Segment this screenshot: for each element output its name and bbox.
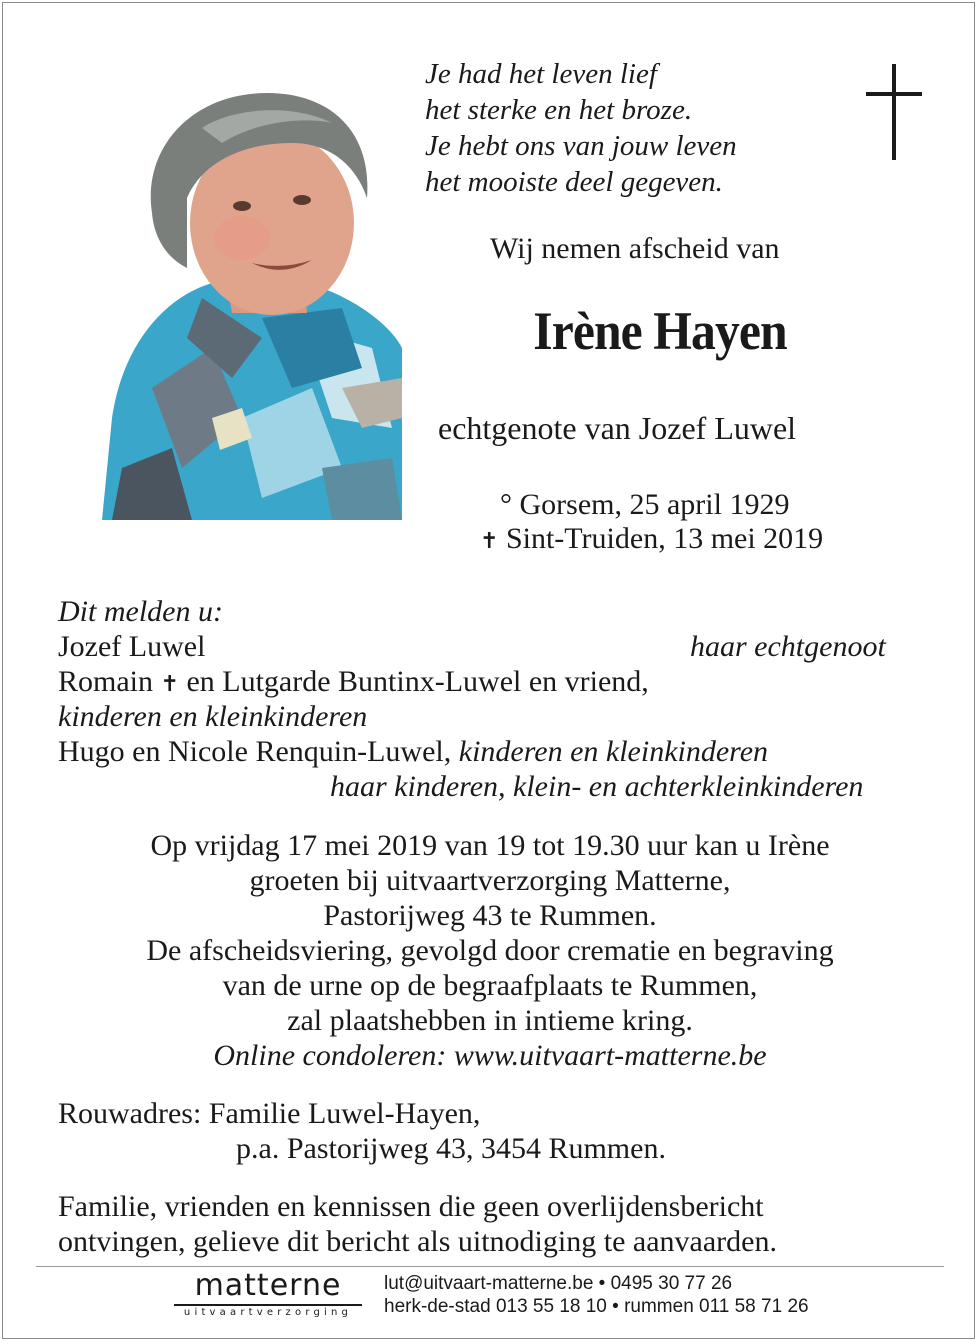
announce-lead: Dit melden u: [58, 595, 223, 628]
closing-line: Familie, vrienden en kennissen die geen overlijdensbericht [58, 1190, 764, 1223]
poem [425, 56, 737, 200]
matterne-logo [172, 1268, 364, 1320]
family-member-name: en Lutgarde Buntinx-Luwel en vriend, [186, 665, 649, 698]
birth-line: ° Gorsem, 25 april 1929 [500, 488, 790, 521]
death-cross-icon: ✝ [480, 528, 499, 553]
death-cross-icon: ✝ [160, 671, 179, 696]
poem-line: het sterke en het broze. [425, 94, 693, 126]
contact-line: herk-de-stad 013 55 18 10 • rummen 011 58 71 26 [384, 1296, 809, 1317]
service-line: Pastorijweg 43 te Rummen. [323, 899, 657, 932]
poem-line: Je had het leven lief [425, 58, 657, 90]
logo-subtitle: uitvaartverzorging [183, 1306, 353, 1318]
closing-line: ontvingen, gelieve dit bericht als uitnodiging te aanvaarden. [58, 1225, 777, 1258]
family-member-role: kinderen en kleinkinderen [58, 700, 368, 733]
service-line: zal plaatshebben in intieme kring. [287, 1004, 693, 1037]
family-member-name: Hugo en Nicole Renquin-Luwel, [58, 735, 452, 768]
service-line: groeten bij uitvaartverzorging Matterne, [249, 864, 731, 897]
poem-line: Je hebt ons van jouw leven [425, 130, 737, 162]
contact-line: lut@uitvaart-matterne.be • 0495 30 77 26 [384, 1273, 733, 1294]
family-member-role: kinderen en kleinkinderen [458, 735, 769, 768]
service-line: Op vrijdag 17 mei 2019 van 19 tot 19.30 uur kan u Irène [150, 829, 830, 862]
online-condolence-link[interactable]: Online condoleren: www.uitvaart-matterne.be [213, 1039, 767, 1072]
service-line: van de urne op de begraafplaats te Rummen, [222, 969, 758, 1002]
portrait-photo [92, 88, 402, 520]
family-member-name: Romain [58, 665, 153, 698]
address-line: p.a. Pastorijweg 43, 3454 Rummen. [236, 1132, 666, 1165]
death-line [480, 522, 860, 556]
logo-name: matterne [194, 1268, 342, 1303]
service-line: De afscheidsviering, gevolgd door crematie en begraving [146, 934, 834, 967]
address-line: Rouwadres: Familie Luwel-Hayen, [58, 1097, 481, 1130]
spouse-line: echtgenote van Jozef Luwel [438, 410, 797, 446]
family-member-role: haar kinderen, klein- en achterkleinkinderen [330, 770, 864, 803]
poem-line: het mooiste deel gegeven. [425, 166, 723, 198]
family-member-role: haar echtgenoot [690, 630, 886, 663]
family-member-row [58, 734, 768, 769]
intro-text: Wij nemen afscheid van [490, 232, 780, 265]
cross-icon [866, 64, 922, 160]
deceased-name: Irène Hayen [533, 301, 787, 361]
family-member-row [58, 664, 649, 701]
footer-divider [36, 1266, 944, 1267]
death-text: Sint-Truiden, 13 mei 2019 [505, 522, 824, 555]
family-member-name: Jozef Luwel [58, 630, 206, 663]
